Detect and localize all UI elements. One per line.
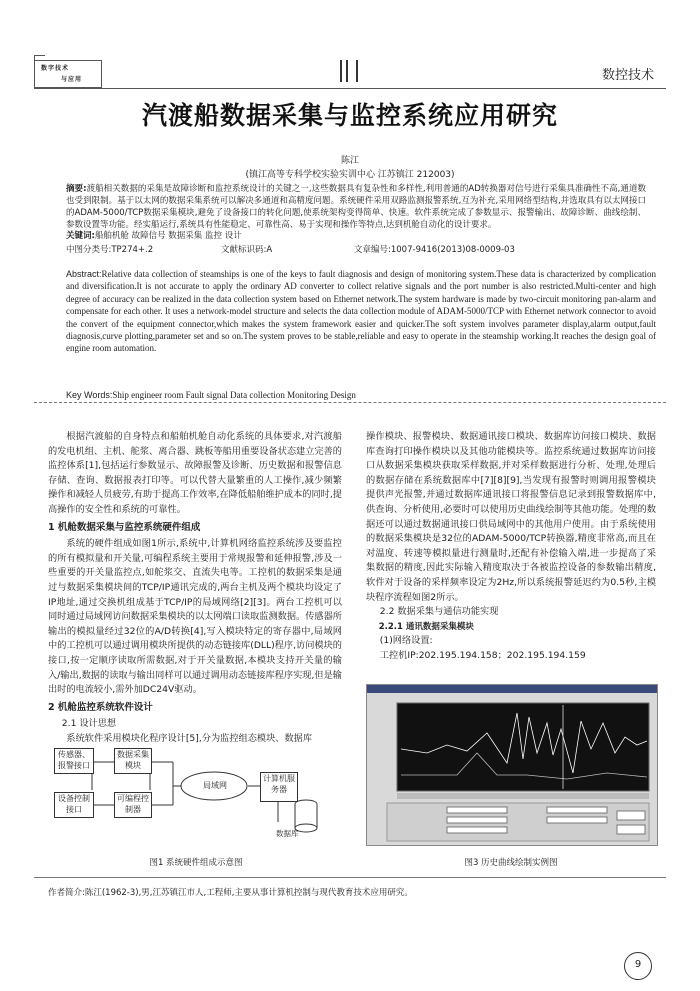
sensor-alarm-box: 传感器、报警接口 (54, 748, 94, 774)
journal-box-line1: 数字技术 (41, 65, 70, 72)
server-box: 计算机服务器 (260, 772, 298, 802)
lan-label: 局域网 (203, 781, 227, 790)
figure-1-diagram (48, 742, 344, 845)
affiliation: (镇江高等专科学校实验实训中心 江苏镇江 212003) (245, 170, 455, 180)
header-bar (356, 60, 358, 82)
body-left-column (48, 430, 342, 746)
body-right-column (366, 430, 656, 664)
paper-title: 汽渡船数据采集与监控系统应用研究 (141, 101, 558, 130)
footnote-rule (34, 877, 666, 878)
history-curve-plot (367, 693, 657, 845)
keywords-cn (66, 230, 242, 242)
page-number: 9 (624, 952, 652, 980)
figure-3-screenshot (366, 684, 658, 846)
abstract-en (66, 268, 656, 355)
keywords-en-label: Key Words: (66, 390, 113, 400)
journal-box-line2: 与应用 (61, 76, 83, 83)
header-rule (34, 88, 666, 89)
subsection-heading: 2.1 设计思想 (61, 718, 117, 730)
section-heading: 1 机舱数据采集与监控系统硬件组成 (48, 521, 201, 533)
header-bar (340, 60, 342, 82)
window-titlebar (367, 685, 657, 693)
daq-module-box: 数据采集模块 (114, 748, 152, 774)
subsection-heading: 2.2.1 通讯数据采集模块 (378, 621, 474, 632)
clc-number: 中图分类号:TP274+.2 (66, 245, 154, 255)
keywords-en (66, 390, 356, 400)
figure-3-caption: 图3 历史曲线绘制实例图 (464, 858, 558, 868)
paragraph: 根据汽渡船的自身特点和船舶机舱自动化系统的具体要求,对汽渡船的发电机组、主机、舵浆、离合器、跳板等船用重要设备状态建立完善的监控体系[1],包括运行参数显示、故障报警及诊断、历史数据和报警信息存储、查询、数据报表打印等。可以代替大量繁重的人工操作,减少频繁操作和减轻人员疲劳,有助于提高工作效率,在降低船舶维护成本的同时,提高操作的安全性和系统的可靠性。 (48, 431, 342, 515)
subsection-heading: 2.2 数据采集与通信功能实现 (379, 606, 499, 618)
abstract-cn-text: 渡船相关数据的采集是故障诊断和监控系统设计的关键之一,这些数据具有复杂性和多样性,利用普通的AD转换器对信号进行采集具准确性不高,通道数也受到限制。基于以太网的数据采集系统可以解决多通道和高精度问题。系统硬件采用双路监测报警系统,互为补充,采用网络型结构,并选取具有以太网接口的ADAM-5000/TCP数据采集模块,避免了设备接口的转化问题,使系统架构变得简单、快速。软件系统完成了参数显示、报警输出、故障诊断、曲线绘制、参数设置等功能。经实船运行,系统具有性能稳定、可靠性高、易于实现和操作等特点,达到机舱自动化的设计要求。 (66, 184, 646, 230)
keywords-cn-text: 船舶机舱 故障信号 数据采集 监控 设计 (94, 231, 242, 241)
paragraph: 操作模块、报警模块、数据通讯接口模块、数据库访问接口模块、数据库查询打印操作模块以及其他功能模块等。监控系统通过数据库访问接口从数据采集模块获取采样数据,并对采样数据进行分析、处理,处理后的数据存储在系统数据库中[7][8][9],当发现有报警时则调用报警模块提供声光报警,并通过数据库通讯接口将报警信息记录到报警数据库中,供查询、分析使用,必要时可以使用历史曲线绘制等其他功能。处理的数据还可以通过数据通讯接口供局域网中的其他用户使用。由于系统使用的数据采集模块是32位的ADAM-5000/TCP转换器,精度非常高,而且在对温度、转速等模拟量进行测量时,还配有补偿输入端,进一步提高了采集数据的精度,因此实际输入精度取决于各被监控设备的参数输出精度,软件对于设备的采样频率设定为2Hz,所以系统报警延迟约为0.5秒,主模块程序流程如图2所示。 (366, 431, 656, 603)
author-footnote: 作者简介:陈江(1962-3),男,江苏镇江市人,工程师,主要从事计算机控制与现代教育技术应用研究。 (48, 888, 413, 898)
corner-notch (34, 55, 45, 62)
header-bar (346, 60, 348, 82)
ip-setting: 工控机IP:202.195.194.158；202.195.194.159 (379, 649, 586, 661)
abstract-cn (66, 183, 646, 231)
document-code: 文献标识码:A (221, 245, 273, 255)
section-heading: 2 机舱监控系统软件设计 (48, 701, 153, 713)
keywords-en-text: Ship engineer room Fault signal Data collection Monitoring Design (112, 390, 356, 400)
figure-1-caption: 图1 系统硬件组成示意图 (149, 858, 243, 868)
author: 陈江 (340, 156, 359, 166)
abstract-en-text: Relative data collection of steamships is one of the keys to fault diagnosis and design of monitoring system.These data is characterized by complication and diversification.It is not accurate to apply the ordinary AD converter to collect relative signals and the port number is also restricted.Multi-center and high degree of accuracy can be realized in the data collection system based on Ethernet network.The system hardware is made by two-circuit monitoring pan-alarm and compensate for each other. It uses a network-model structure and selects the data collection module of ADAM-5000/TCP with Ethernet network connector to avoid the convert of the equipment connector,which makes the system framework easier and quicker.The soft system involves parameter display,alarm output,fault diagnosis,curve plotting,parameter set and so on.The system proves to be stable,reliable and easy to operate in the steamship working.It reaches the design goal of engine room automation. (66, 269, 656, 354)
section-title: 数控技术 (601, 68, 654, 83)
keywords-cn-label: 关键词: (66, 231, 95, 241)
database-label: 数据库 (276, 829, 299, 838)
separator (34, 402, 666, 403)
paragraph: 系统的硬件组成如图1所示,系统中,计算机网络监控系统涉及要监控的所有模拟量和开关量,可编程系统主要用于常规报警和延伸报警,涉及一些重要的开关量监控点,如舵浆交、直流失电等。工控机的数据采集是通过与数据采集模块间的TCP/IP通讯完成的,两台主机及两个模块均设定了IP地址,通过交换机组成基于TCP/IP的局域网络[2][3]。两台工控机可以同时通过局域网访问数据采集模块的以太网端口读取监测数据。传感器所输出的模拟量经过32位的A/D转换[4],写入模块特定的寄存器中,局域网中的工控机可以通过调用模块所提供的动态链接库(DLL)程序,访问模块的接口,按一定顺序读取所需数据,对于开关量数据,本模块支持开关量的输入/输出,数据的读取与输出同样可以通过调用动态链接库程序实现,但是输出时的电流较小,需外加DC24V驱动。 (48, 538, 342, 696)
paragraph: 系统软件采用模块化程序设计[5],分为监控组态模块、数据库 (66, 732, 313, 744)
abstract-en-label: Abstract: (66, 269, 102, 279)
journal-section-box (34, 60, 102, 88)
abstract-cn-label: 摘要: (66, 184, 87, 194)
plc-box: 可编程控制器 (114, 792, 152, 818)
subsection-heading: (1)网络设置: (379, 635, 433, 647)
article-number: 文章编号:1007-9416(2013)08-0009-03 (354, 245, 515, 255)
equipment-control-box: 设备控制接口 (54, 792, 94, 818)
